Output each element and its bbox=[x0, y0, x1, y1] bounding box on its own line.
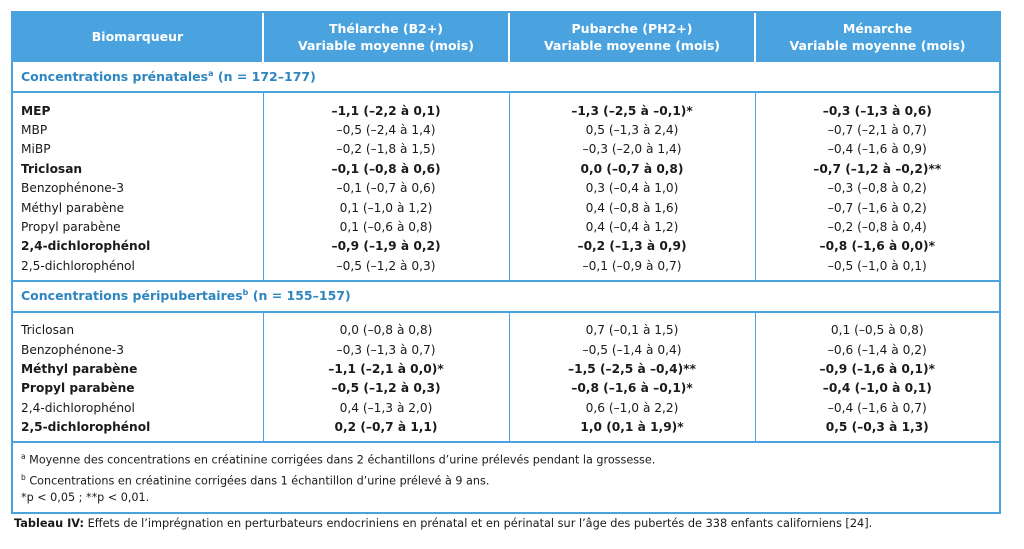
menarche-value: –0,8 (–1,6 à 0,0)* bbox=[755, 237, 999, 256]
menarche-value: 0,5 (–0,3 à 1,3) bbox=[755, 417, 999, 436]
thelarche-value: 0,4 (–1,3 à 2,0) bbox=[263, 398, 509, 417]
section-sample-size: (n = 172–177) bbox=[213, 69, 316, 85]
menarche-value: –0,4 (–1,6 à 0,7) bbox=[755, 398, 999, 417]
spacer-cell bbox=[13, 92, 263, 101]
pubarche-value: –0,5 (–1,4 à 0,4) bbox=[509, 340, 755, 359]
spacer-cell bbox=[509, 312, 755, 321]
table-row bbox=[13, 179, 999, 198]
section-spacer bbox=[13, 92, 999, 101]
menarche-value: –0,6 (–1,4 à 0,2) bbox=[755, 340, 999, 359]
pubarche-value: 0,5 (–1,3 à 2,4) bbox=[509, 120, 755, 139]
footnote-marker: a bbox=[21, 451, 26, 461]
footnote-marker: b bbox=[21, 472, 26, 482]
section-header-row bbox=[13, 61, 999, 92]
header-thelarche bbox=[263, 13, 509, 61]
pubarche-value: 0,4 (–0,8 à 1,6) bbox=[509, 198, 755, 217]
menarche-value: –0,3 (–1,3 à 0,6) bbox=[755, 101, 999, 120]
section-title bbox=[13, 61, 999, 92]
spacer-cell bbox=[755, 92, 999, 101]
thelarche-value: 0,1 (–1,0 à 1,2) bbox=[263, 198, 509, 217]
biomarker-name: Propyl parabène bbox=[21, 220, 121, 235]
header-pubarche-unit: Variable moyenne (mois) bbox=[543, 37, 720, 53]
spacer-cell bbox=[263, 92, 509, 101]
header-pubarche-title: Pubarche (PH2+) bbox=[571, 20, 693, 36]
table-row bbox=[13, 237, 999, 256]
biomarker-name: Triclosan bbox=[21, 161, 83, 176]
pubarche-value: –0,3 (–2,0 à 1,4) bbox=[509, 140, 755, 159]
section-title-text: Concentrations prénatales bbox=[21, 69, 209, 85]
pubarche-value: –0,2 (–1,3 à 0,9) bbox=[509, 237, 755, 256]
pubarche-value: 0,3 (–0,4 à 1,0) bbox=[509, 179, 755, 198]
header-thelarche-title: Thélarche (B2+) bbox=[328, 20, 444, 36]
footnote-text: Moyenne des concentrations en créatinine corrigées dans 2 échantillons d’urine prélevés pendant la grossesse. bbox=[25, 453, 656, 467]
biomarker-name: MiBP bbox=[21, 142, 51, 157]
thelarche-value: 0,1 (–0,6 à 0,8) bbox=[263, 217, 509, 236]
biomarker-name: Benzophénone-3 bbox=[21, 342, 124, 357]
biomarker-name: 2,4-dichlorophénol bbox=[21, 239, 151, 254]
menarche-value: –0,2 (–0,8 à 0,4) bbox=[755, 217, 999, 236]
header-menarche-title: Ménarche bbox=[842, 20, 913, 36]
biomarker-name: Propyl parabène bbox=[21, 381, 135, 396]
caption-text: Effets de l’imprégnation en perturbateurs endocriniens en prénatal et en périnatal sur l’âge des pubertés de 338 enfants californiens [24]. bbox=[84, 517, 873, 530]
pubarche-value: 0,6 (–1,0 à 2,2) bbox=[509, 398, 755, 417]
table-footnotes bbox=[13, 441, 999, 512]
section-header-row bbox=[13, 281, 999, 312]
pubarche-value: 0,4 (–0,4 à 1,2) bbox=[509, 217, 755, 236]
menarche-value: –0,7 (–1,6 à 0,2) bbox=[755, 198, 999, 217]
menarche-value: –0,9 (–1,6 à 0,1)* bbox=[755, 359, 999, 378]
pubarche-value: 0,0 (–0,7 à 0,8) bbox=[509, 159, 755, 178]
pubarche-value: 1,0 (0,1 à 1,9)* bbox=[509, 417, 755, 436]
biomarker-name: Méthyl parabène bbox=[21, 361, 138, 376]
menarche-value: –0,7 (–2,1 à 0,7) bbox=[755, 120, 999, 139]
thelarche-value: –0,1 (–0,8 à 0,6) bbox=[263, 159, 509, 178]
biomarker-name: 2,5-dichlorophénol bbox=[21, 258, 135, 273]
table-row bbox=[13, 256, 999, 275]
footnote-line bbox=[21, 489, 991, 506]
thelarche-value: 0,0 (–0,8 à 0,8) bbox=[263, 321, 509, 340]
header-pubarche bbox=[509, 13, 755, 61]
thelarche-value: –0,1 (–0,7 à 0,6) bbox=[263, 179, 509, 198]
thelarche-value: –0,3 (–1,3 à 0,7) bbox=[263, 340, 509, 359]
table-body bbox=[13, 61, 999, 441]
menarche-value: –0,3 (–0,8 à 0,2) bbox=[755, 179, 999, 198]
thelarche-value: –0,5 (–1,2 à 0,3) bbox=[263, 256, 509, 275]
table-row bbox=[13, 321, 999, 340]
thelarche-value: –0,5 (–2,4 à 1,4) bbox=[263, 120, 509, 139]
spacer-cell bbox=[755, 312, 999, 321]
table-header-row bbox=[13, 13, 999, 61]
header-thelarche-unit: Variable moyenne (mois) bbox=[297, 37, 474, 53]
pubarche-value: –1,5 (–2,5 à –0,4)** bbox=[509, 359, 755, 378]
section-title bbox=[13, 281, 999, 312]
pubarche-value: 0,7 (–0,1 à 1,5) bbox=[509, 321, 755, 340]
section-title-text: Concentrations péripubertaires bbox=[21, 288, 243, 304]
biomarker-name: Méthyl parabène bbox=[21, 200, 125, 215]
table-row bbox=[13, 398, 999, 417]
menarche-value: –0,4 (–1,6 à 0,9) bbox=[755, 140, 999, 159]
menarche-value: –0,5 (–1,0 à 0,1) bbox=[755, 256, 999, 275]
thelarche-value: –1,1 (–2,1 à 0,0)* bbox=[263, 359, 509, 378]
section-footnote-marker: a bbox=[208, 68, 214, 78]
thelarche-value: –0,5 (–1,2 à 0,3) bbox=[263, 379, 509, 398]
table-row bbox=[13, 417, 999, 436]
thelarche-value: –0,2 (–1,8 à 1,5) bbox=[263, 140, 509, 159]
spacer-cell bbox=[509, 92, 755, 101]
section-spacer bbox=[13, 312, 999, 321]
caption-label: Tableau IV: bbox=[14, 517, 85, 530]
pubarche-value: –0,1 (–0,9 à 0,7) bbox=[509, 256, 755, 275]
spacer-cell bbox=[13, 312, 263, 321]
pubarche-value: –0,8 (–1,6 à –0,1)* bbox=[509, 379, 755, 398]
thelarche-value: –0,9 (–1,9 à 0,2) bbox=[263, 237, 509, 256]
table-row bbox=[13, 198, 999, 217]
table-row bbox=[13, 379, 999, 398]
footnote-text: *p < 0,05 ; **p < 0,01. bbox=[21, 491, 150, 505]
spacer-cell bbox=[263, 312, 509, 321]
menarche-value: 0,1 (–0,5 à 0,8) bbox=[755, 321, 999, 340]
table-row bbox=[13, 217, 999, 236]
menarche-value: –0,7 (–1,2 à –0,2)** bbox=[755, 159, 999, 178]
results-table-frame bbox=[11, 11, 1001, 514]
table-row bbox=[13, 159, 999, 178]
section-footnote-marker: b bbox=[242, 288, 249, 298]
biomarker-name: 2,5-dichlorophénol bbox=[21, 420, 151, 435]
biomarker-name: Triclosan bbox=[21, 323, 75, 338]
header-menarche bbox=[755, 13, 999, 61]
thelarche-value: 0,2 (–0,7 à 1,1) bbox=[263, 417, 509, 436]
biomarker-name: 2,4-dichlorophénol bbox=[21, 400, 135, 415]
thelarche-value: –1,1 (–2,2 à 0,1) bbox=[263, 101, 509, 120]
biomarker-table bbox=[13, 13, 999, 441]
header-biomarqueur: Biomarqueur bbox=[13, 13, 263, 61]
table-row bbox=[13, 140, 999, 159]
table-caption bbox=[14, 517, 872, 530]
biomarker-name: MEP bbox=[21, 103, 51, 118]
pubarche-value: –1,3 (–2,5 à –0,1)* bbox=[509, 101, 755, 120]
biomarker-name: MBP bbox=[21, 123, 48, 138]
table-row bbox=[13, 101, 999, 120]
menarche-value: –0,4 (–1,0 à 0,1) bbox=[755, 379, 999, 398]
footnote-line bbox=[21, 448, 991, 469]
table-row bbox=[13, 340, 999, 359]
table-row bbox=[13, 359, 999, 378]
footnote-line bbox=[21, 469, 991, 490]
header-menarche-unit: Variable moyenne (mois) bbox=[789, 37, 966, 53]
footnote-text: Concentrations en créatinine corrigées dans 1 échantillon d’urine prélevé à 9 ans. bbox=[25, 474, 490, 488]
biomarker-name: Benzophénone-3 bbox=[21, 181, 124, 196]
section-sample-size: (n = 155–157) bbox=[248, 288, 351, 304]
table-row bbox=[13, 120, 999, 139]
